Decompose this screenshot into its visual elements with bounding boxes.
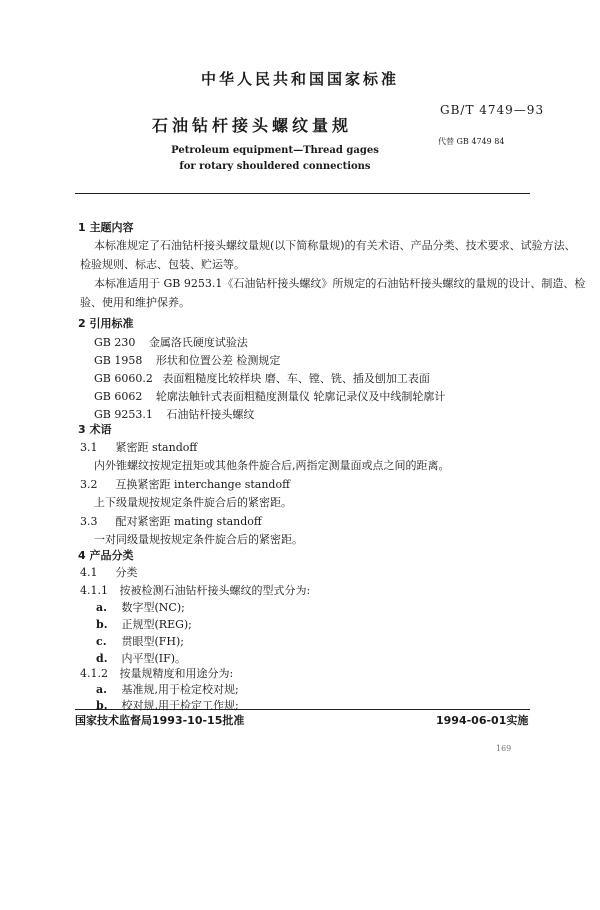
reference-title: 形状和位置公差 检测规定 (155, 354, 281, 367)
header-divider (75, 193, 530, 194)
term-entry (80, 515, 262, 529)
replaces-note: 代替 GB 4749 84 (438, 137, 505, 146)
list-item-text: 内平型(IF)。 (121, 652, 187, 665)
standard-code: GB/T 4749—93 (440, 103, 545, 117)
reference-title: 表面粗糙度比较样块 磨、车、镗、铣、插及刨加工表面 (162, 372, 430, 385)
section1-para1-line2: 检验规则、标志、包装、贮运等。 (80, 258, 245, 271)
term-definition: 一对同级量规按规定条件旋合后的紧密距。 (94, 533, 303, 546)
list-item-label: a. (96, 601, 107, 614)
document-title: 石油钻杆接头螺纹量规 (152, 116, 353, 135)
reference-code: GB 230 (94, 336, 136, 349)
section1-para2-line1: 本标准适用于 GB 9253.1《石油钻杆接头螺纹》所规定的石油钻杆接头螺纹的量规的设计、制造、检 (94, 277, 586, 290)
national-standard-heading: 中华人民共和国国家标准 (200, 70, 399, 88)
subsection-number: 4.1.2 (80, 667, 108, 680)
list-item (96, 652, 186, 666)
subsection-title: 按量规精度和用途分为: (119, 667, 234, 680)
reference-item (94, 354, 280, 368)
list-item-label: c. (96, 635, 107, 648)
term-name: 配对紧密距 mating standoff (115, 515, 262, 528)
reference-item (94, 372, 430, 386)
term-definition: 内外锥螺纹按规定扭矩或其他条件旋合后,两指定测量面或点之间的距离。 (94, 459, 450, 472)
section1-para1-line1: 本标准规定了石油钻杆接头螺纹量规(以下简称量规)的有关术语、产品分类、技术要求、试验方法、 (94, 239, 576, 252)
subsection-number: 4.1.1 (80, 584, 108, 597)
english-title-line1: Petroleum equipment—Thread gages (171, 145, 379, 156)
section2-heading: 2 引用标准 (78, 317, 134, 330)
reference-title: 轮廓法触针式表面粗糙度测量仪 轮廓记录仪及中线制轮廓计 (155, 390, 446, 403)
term-number: 3.1 (80, 441, 98, 454)
list-item-label: b. (96, 699, 108, 712)
list-item (96, 683, 239, 697)
list-item-label: a. (96, 683, 107, 696)
section3-heading: 3 术语 (78, 423, 112, 436)
reference-item (94, 390, 445, 404)
section1-para2-line2: 验、使用和维护保养。 (80, 296, 190, 309)
term-name: 紧密距 standoff (115, 441, 198, 454)
reference-code: GB 6062 (94, 390, 143, 403)
implementation-date: 1994-06-01实施 (436, 714, 529, 727)
list-item (96, 635, 184, 649)
list-item-text: 正规型(REG); (121, 618, 192, 631)
reference-title: 金属洛氏硬度试验法 (148, 336, 248, 349)
english-title-line2: for rotary shouldered connections (179, 161, 371, 172)
subsection-4-1-2 (80, 667, 233, 681)
term-name: 互换紧密距 interchange standoff (115, 478, 290, 491)
term-number: 3.2 (80, 478, 98, 491)
page-number: 169 (496, 744, 512, 753)
list-item-text: 数字型(NC); (121, 601, 185, 614)
approval-date: 国家技术监督局1993-10-15批准 (75, 714, 245, 727)
section4-heading: 4 产品分类 (78, 549, 134, 562)
term-number: 3.3 (80, 515, 98, 528)
section1-heading: 1 主题内容 (78, 221, 134, 234)
reference-code: GB 9253.1 (94, 408, 153, 421)
reference-code: GB 6060.2 (94, 372, 153, 385)
list-item-text: 基准规,用于检定校对规; (121, 683, 239, 696)
term-definition: 上下级量规按规定条件旋合后的紧密距。 (94, 496, 292, 509)
list-item-label: b. (96, 618, 108, 631)
list-item (96, 699, 239, 713)
reference-item (94, 408, 254, 422)
subsection-4-1 (80, 566, 138, 580)
reference-item (94, 336, 248, 350)
list-item (96, 601, 185, 615)
term-entry (80, 441, 197, 455)
list-item-text: 贯眼型(FH); (121, 635, 185, 648)
list-item-text: 校对规,用于检定工作规; (121, 699, 239, 712)
reference-title: 石油钻杆接头螺纹 (166, 408, 255, 421)
term-entry (80, 478, 290, 492)
subsection-title: 按被检测石油钻杆接头螺纹的型式分为: (119, 584, 311, 597)
list-item-label: d. (96, 652, 108, 665)
subsection-4-1-1 (80, 584, 310, 598)
reference-code: GB 1958 (94, 354, 143, 367)
list-item (96, 618, 192, 632)
subsection-number: 4.1 (80, 566, 98, 579)
subsection-title: 分类 (115, 566, 138, 579)
